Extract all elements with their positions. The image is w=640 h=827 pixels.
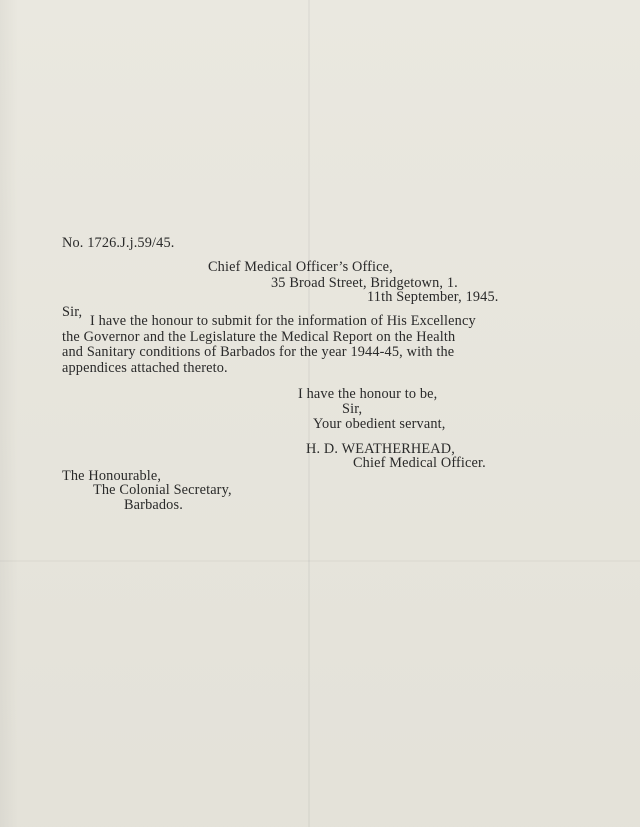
closing-line-1: I have the honour to be, — [298, 386, 438, 402]
paper-fold-vertical — [308, 0, 310, 827]
body-line-2: the Governor and the Legislature the Medical Report on the Health — [62, 329, 456, 345]
recipient-line-3: Barbados. — [124, 497, 183, 513]
salutation: Sir, — [62, 304, 83, 320]
recipient-line-1: The Honourable, — [62, 468, 162, 484]
letter-date: 11th September, 1945. — [367, 289, 499, 305]
signature-title: Chief Medical Officer. — [353, 455, 486, 471]
closing-line-3: Your obedient servant, — [313, 416, 446, 432]
closing-line-2: Sir, — [342, 401, 363, 417]
body-line-3: and Sanitary conditions of Barbados for the year 1944-45, with the — [62, 344, 455, 360]
recipient-line-2: The Colonial Secretary, — [93, 482, 232, 498]
paper-fold-horizontal — [0, 560, 640, 562]
body-line-4: appendices attached thereto. — [62, 360, 228, 376]
reference-number: No. 1726.J.j.59/45. — [62, 235, 175, 251]
sender-street: 35 Broad Street, Bridgetown, 1. — [271, 275, 458, 291]
signature-name: H. D. WEATHERHEAD, — [306, 441, 455, 457]
sender-office: Chief Medical Officer’s Office, — [208, 259, 393, 275]
body-line-1: I have the honour to submit for the information of His Excellency — [90, 313, 476, 329]
